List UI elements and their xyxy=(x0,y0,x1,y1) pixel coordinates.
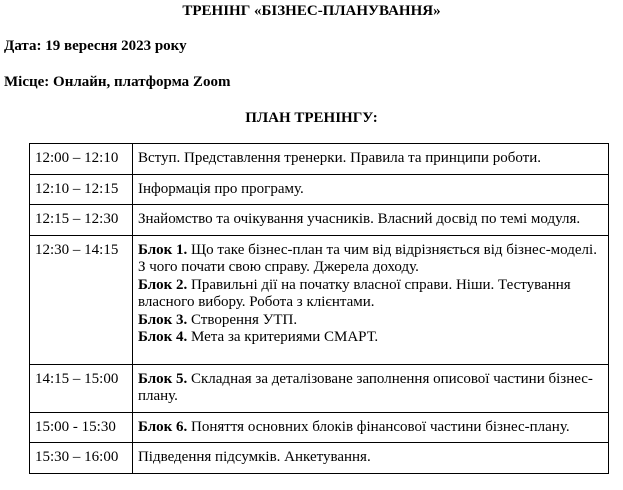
date-line: Дата: 19 вересня 2023 року xyxy=(4,38,187,54)
place-line: Місце: Онлайн, платформа Zoom xyxy=(4,74,231,90)
schedule-description: Інформація про програму. xyxy=(132,174,608,205)
schedule-description xyxy=(132,364,608,412)
block-text: Правильні дії на початку власної справи. Ніши. Тестування власного вибору. Робота з клієнтами. xyxy=(137,276,571,310)
module-block xyxy=(138,419,604,437)
document-title: ТРЕНІНГ «БІЗНЕС-ПЛАНУВАННЯ» xyxy=(182,3,441,19)
module-block xyxy=(138,329,604,347)
block-label: Блок 6. xyxy=(137,418,188,435)
module-block xyxy=(138,371,604,406)
schedule-time: 14:15 – 15:00 xyxy=(30,364,133,412)
plan-heading: ПЛАН ТРЕНІНГУ: xyxy=(245,110,378,126)
module-block xyxy=(138,277,604,312)
schedule-row xyxy=(30,144,609,175)
schedule-time: 15:00 - 15:30 xyxy=(30,412,133,443)
schedule-row xyxy=(30,205,609,236)
block-text: Мета за критериями СМАРТ. xyxy=(187,329,379,345)
block-label: Блок 3. xyxy=(137,311,188,328)
schedule-description xyxy=(132,412,608,443)
module-block xyxy=(138,242,604,277)
block-text: Складная за деталізоване заполнення описової частини бізнес-плану. xyxy=(137,370,593,404)
block-text: Поняття основних блоків фінансової частини бізнес-плану. xyxy=(187,418,570,435)
schedule-row xyxy=(30,364,609,412)
schedule-time: 12:30 – 14:15 xyxy=(30,235,133,364)
block-text: Що таке бізнес-план та чим від відрізняється від бізнес-моделі. З чого почати свою справу. Джерела доходу. xyxy=(137,241,597,275)
schedule-row xyxy=(30,174,609,205)
schedule-time: 15:30 – 16:00 xyxy=(30,443,133,474)
schedule-table xyxy=(29,143,609,474)
block-label: Блок 4. xyxy=(137,329,188,345)
module-block xyxy=(138,312,604,330)
block-text: Створення УТП. xyxy=(187,311,298,328)
block-label: Блок 2. xyxy=(137,276,188,293)
schedule-time: 12:10 – 12:15 xyxy=(30,174,133,205)
schedule-time: 12:15 – 12:30 xyxy=(30,205,133,236)
schedule-row xyxy=(30,412,609,443)
schedule-row xyxy=(30,443,609,474)
block-label: Блок 1. xyxy=(137,241,188,258)
block-label: Блок 5. xyxy=(137,370,188,387)
schedule-description: Знайомство та очікування учасників. Власний досвід по темі модуля. xyxy=(132,205,608,236)
schedule-description xyxy=(132,235,608,364)
schedule-row xyxy=(30,235,609,364)
schedule-time: 12:00 – 12:10 xyxy=(30,144,133,175)
schedule-description: Вступ. Представлення тренерки. Правила та принципи роботи. xyxy=(132,144,608,175)
schedule-description: Підведення підсумків. Анкетування. xyxy=(132,443,608,474)
